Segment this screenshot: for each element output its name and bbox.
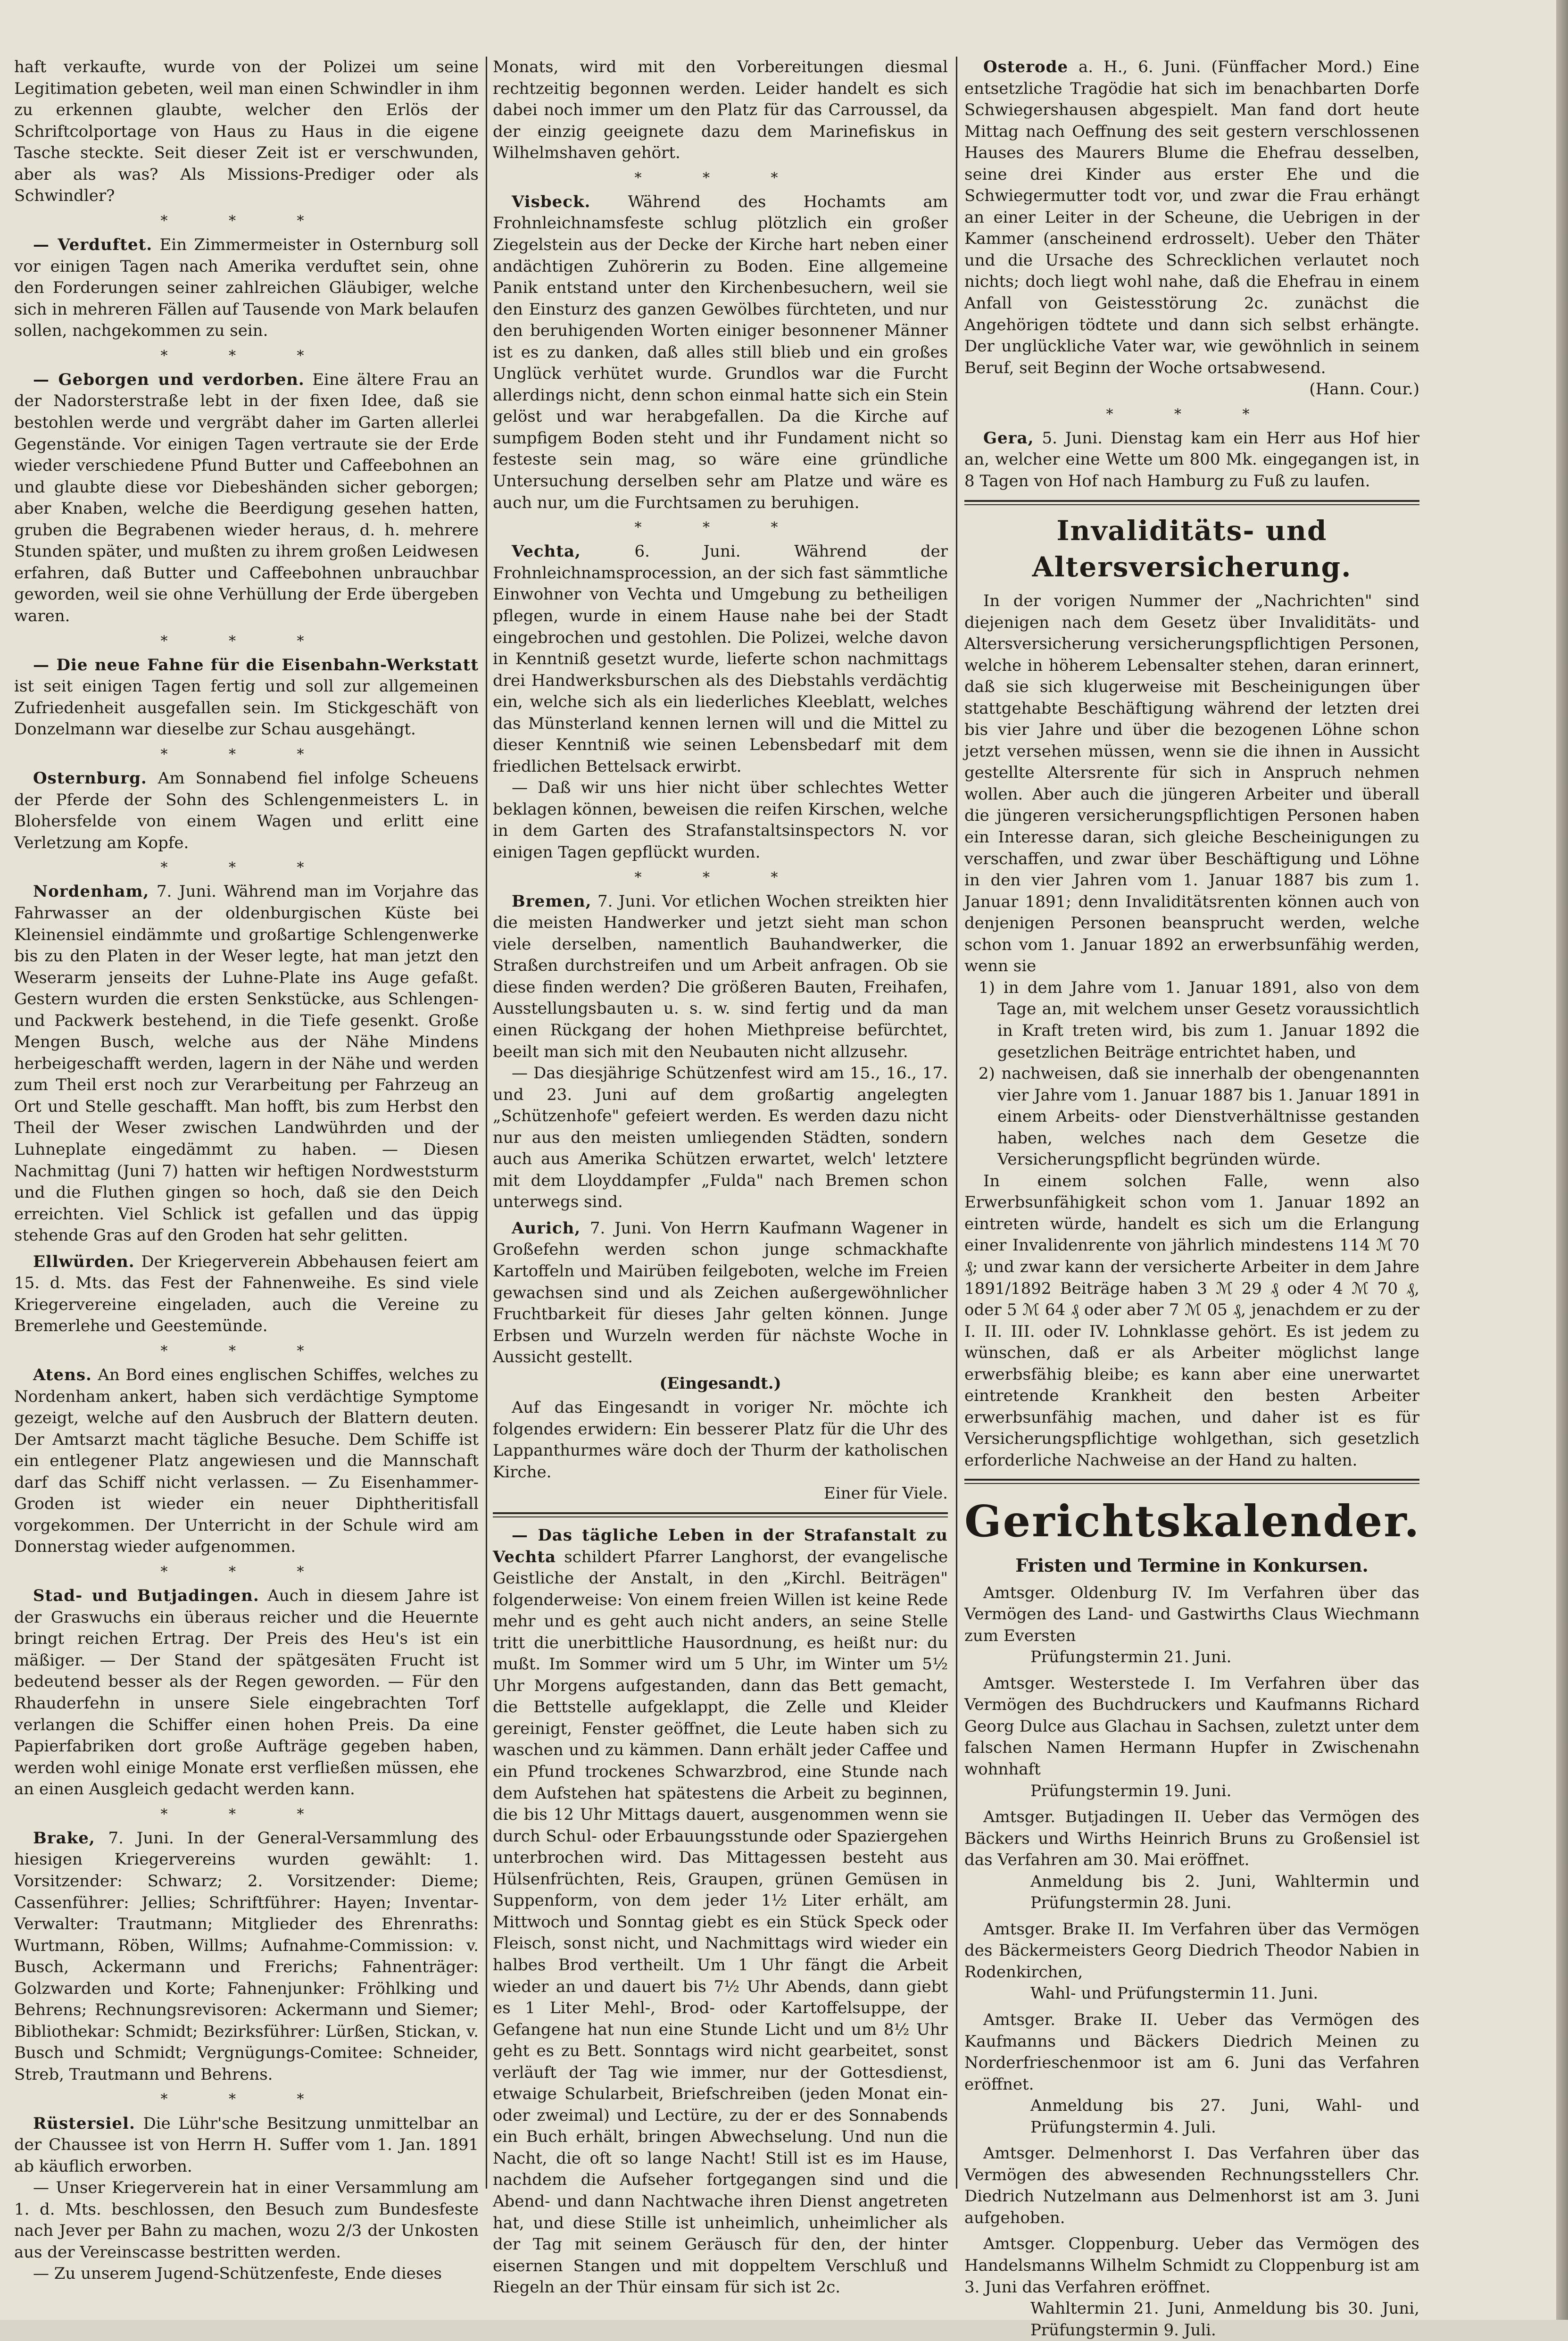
entry-text: Amtsger. Brake II. Im Verfahren über das Vermögen des Bäckermeisters Georg Diedrich Theodor Nabien in Rodenkirchen, [964, 1919, 1419, 1982]
article-heading: Aurich, [512, 1218, 581, 1238]
article-text: — Unser Kriegerverein hat in einer Versammlung am 1. d. Mts. beschlossen, den Besuch zum Bundesfeste nach Jever per Bahn zu machen, wozu 2/3 der Unkosten aus der Vereinscasse bestritten werden. [14, 2178, 479, 2262]
calendar-entry [964, 2143, 1419, 2229]
article-osterode [964, 57, 1419, 400]
article-heading: Gera, [983, 428, 1034, 448]
article-vechta [493, 541, 948, 863]
article-text: ist seit einigen Tagen fertig und soll zur allgemeinen Zufriedenheit ausgefallen sein. Im Stickgeschäft von Donzelmann war dieselbe zur Schau ausgehängt. [14, 677, 479, 739]
article-heading: — Geborgen und verdorben. [33, 370, 305, 389]
article-gera [964, 428, 1419, 492]
separator-stars: * * * [634, 169, 806, 186]
article-fahne [14, 655, 479, 741]
article-text: Auch in diesem Jahre ist der Graswuchs ein überaus reicher und die Heuernte bringt reichen Ertrag. Der Preis des Heu's ist ein mäßiger. — Der Stand der spätgesäten Frucht ist bedeutend besser als der Regen geworden. — Für den Rhauderfehn in unsere Siele eingebrachten Torf verlangen die Schiffer einen hohen Preis. Da eine Papierfabriken dort große Aufträge gegeben haben, werden wohl einige Monate erst verfließen müssen, ehe an einen Ausgleich gedacht werden kann. [14, 1586, 479, 1799]
article-text: An Bord eines englischen Schiffes, welches zu Nordenham ankert, haben sich verdächtige Symptome gezeigt, welche auf den Ausbruch der Blattern deuten. Der Amtsarzt macht tägliche Besuche. Dem Schiffe ist ein entlegener Platz angewiesen und die Mannschaft darf das Schiff nicht verlassen. — Zu Eisenhammer-Groden ist wieder ein neuer Diphtheritisfall vorgekommen. Der Unterricht in der Schule wird am Donnerstag wieder aufgenommen. [14, 1366, 479, 1557]
entry-date: Anmeldung bis 2. Juni, Wahltermin und Prüfungstermin 28. Juni. [1030, 1872, 1419, 1913]
page-edge [1556, 0, 1568, 2320]
column-3 [964, 57, 1421, 2340]
article-heading: — Das tägliche Leben in der Strafanstalt zu Vechta [493, 1526, 948, 1566]
article-text: Auf das Eingesandt in voriger Nr. möchte ich folgendes erwidern: Ein besserer Platz für die Uhr des Lappanthurmes wäre doch der Thurm der katholischen Kirche. [493, 1398, 948, 1482]
separator-stars: * * * [160, 633, 332, 650]
article-heading: Ellwürden. [33, 1252, 135, 1271]
entry-date: Anmeldung bis 27. Juni, Wahl- und Prüfungstermin 4. Juli. [1030, 2096, 1419, 2137]
entry-date: Wahl- und Prüfungstermin 11. Juni. [1030, 1984, 1319, 2003]
section-title: Invaliditäts- und Altersversicherung. [1032, 514, 1352, 583]
article-text: — Daß wir uns hier nicht über schlechtes Wetter beklagen können, beweisen die reifen Kirschen, welche in dem Garten des Strafanstaltsinspectors N. vor einigen Tagen gepflückt wurden. [493, 778, 948, 862]
calendar-subtitle: Fristen und Termine in Konkursen. [1015, 1554, 1369, 1576]
article-tag: (Fünffacher Mord.) [1211, 58, 1373, 76]
list-item: 1) in dem Jahre vom 1. Januar 1891, also von dem Tage an, mit welchem unser Gesetz voraussichtlich in Kraft treten wird, bis zum 1. Januar 1892 die gesetzlichen Beiträge entrichtet haben, und [979, 978, 1419, 1062]
divider [964, 1479, 1419, 1484]
article-text: Eine ältere Frau an der Nadorsterstraße lebt in der fixen Idee, daß sie bestohlen werde und vergräbt daher im Garten allerlei Gegenstände. Vor einigen Tagen vertraute sie der Erde wieder verschiedene Pfund Butter und Caffeebohnen an und glaubte diese vor Diebeshänden sicher geborgen; aber Knaben, welche die Beerdigung gesehen hatten, gruben die Begrabenen wieder heraus, d. h. mehrere Stunden später, und mußten zu ihrem großen Leidwesen erfahren, daß Butter und Caffeebohnen unbrauchbar geworden, weil sie ohne Verhüllung der Erde übergeben waren. [14, 370, 479, 625]
article-heading: (Eingesandt.) [659, 1374, 781, 1393]
article-text: Ein Zimmermeister in Osternburg soll vor einigen Tagen nach Amerika verduftet sein, ohne den Forderungen seiner zahlreichen Gläubiger, welche sich in mehreren Fällen auf Tausende von Mark belaufen sollen, nachgekommen zu sein. [14, 235, 479, 341]
calendar-entry [964, 1919, 1419, 2005]
article-text: — Das diesjährige Schützenfest wird am 15., 16., 17. und 23. Juni auf dem großartig angelegten „Schützenhofe" gefeiert werden. Es werden dazu nicht nur aus den meisten umliegenden Städten, sondern auch aus Amerika Schützen erwartet, welch' letztere mit dem Lloyddampfer „Fulda" nach Bremen schon unterwegs sind. [493, 1064, 948, 1212]
article [14, 57, 479, 207]
article-date: 6. Juni. [634, 542, 741, 561]
article-heading: Rüstersiel. [33, 2114, 135, 2133]
separator-stars: * * * [634, 869, 806, 886]
article-text: schildert Pfarrer Langhorst, der evangelische Geistliche der Anstalt, in den „Kirchl. Beiträgen" folgenderweise: Von einem freien Willen ist keine Rede mehr und es geht auch nicht anders, an seine Stelle tritt die unerbittliche Hausordnung, es heißt nur: du mußt. Im Sommer wird um 5 Uhr, im Winter um 5½ Uhr Morgens aufgestanden, dann das Bett gemacht, die Bettstelle aufgeklappt, die Zelle und Kleider gereinigt, Fenster geöffnet, die Leute haben sich zu waschen und zu kämmen. Dann erhält jeder Caffee und ein Pfund trockenes Schwarzbrod, eine Stunde nach dem Aufstehen hat spätestens die Arbeit zu beginnen, die bis 12 Uhr Mittags dauert, ausgenommen wenn sie durch Schul- oder Erbauungsstunde oder Spaziergehen unterbrochen wird. Das Mittagessen besteht aus Hülsenfrüchten, Reis, Graupen, grünen Gemüsen in Suppenform, von dem jeder 1½ Liter erhält, am Mittwoch und Sonntag giebt es ein Stück Speck oder Fleisch, sonst nicht, und Nachmittags wird wieder ein halbes Brod vertheilt. Um 1 Uhr fängt die Arbeit wieder an und dauert bis 7½ Uhr Abends, dann giebt es 1 Liter Mehl-, Brod- oder Kartoffelsuppe, der Gefangene hat nun eine Stunde Licht und um 8½ Uhr geht es zu Bett. Sonntags wird nicht gearbeitet, sonst verläuft der Tag wie immer, nur der Gottesdienst, etwaige Schularbeit, Briefschreiben (jeden Monat ein- oder zweimal) und Lectüre, zu der er des Sonnabends ein Buch erhält, bringen Abwechselung. Und nun die Nacht, die oft so lange Nacht! Still ist es im Hause, nachdem die Aufseher fortgegangen sind und die Abend- und dann Nachtwache ihren Dienst angetreten hat, und diese Stille ist unheimlich, unheimlicher als der Tag mit seinem Geräusch für den, der hinter eisernen Stangen und mit doppeltem Verschluß und Riegeln an der Thür einsam für sich ist 2c. [493, 1547, 948, 2297]
article-text: Von Herrn Kaufmann Wagener in Großefehn werden schon junge schmackhafte Kartoffeln und Mairüben feilgeboten, welche im Freien gewachsen sind und als Zeichen außergewöhnlicher Fruchtbarkeit für dieses Jahr gelten können. Junge Erbsen und Wurzeln werden für nächste Woche in Aussicht gestellt. [493, 1218, 948, 1367]
article-heading: Vechta, [512, 542, 581, 561]
article-geborgen [14, 369, 479, 627]
separator-stars: * * * [160, 2091, 332, 2108]
article-versicherung [964, 591, 1419, 1471]
article-place: a. H., [1079, 58, 1128, 76]
article-date: 7. Juni. [108, 1828, 174, 1848]
article-date: 7. Juni. [156, 882, 216, 901]
article-text: Während man im Vorjahre das Fahrwasser an der oldenburgischen Küste bei Kleinensiel eindämmte und großartige Schlengenwerke bis zu den Platen in der Weser legte, hat man jetzt den Weserarm jenseits der Luhne-Plate ins Auge gefaßt. Gestern wurden die ersten Senkstücke, aus Schlengen- und Packwerk bestehend, in die Tiefe gesenkt. Große Mengen Busch, welche aus der Nähe Mindens herbeigeschafft werden, lagern in der Nähe und werden zum Theil erst noch zur Verarbeitung per Fahrzeug an Ort und Stelle geschafft. Man hofft, bis zum Herbst den Theil der Weser zwischen Landwührden und der Luhneplate eingedämmt zu haben. — Diesen Nachmittag (Juni 7) hatten wir heftigen Nordweststurm und die Fluthen gingen so hoch, daß sie den Deich erreichten. Viel Schlick ist gefallen und das üppig stehende Gras auf den Groden hat sehr gelitten. [14, 882, 479, 1245]
entry-text: Amtsger. Cloppenburg. Ueber das Vermögen des Handelsmanns Wilhelm Schmidt zu Cloppenburg ist am 3. Juni das Verfahren eröffnet. [964, 2234, 1419, 2297]
entry-date: Prüfungstermin 21. Juni. [1030, 1648, 1232, 1667]
condition-list [964, 977, 1419, 1171]
article-nordenham [14, 881, 479, 1246]
article-butjadingen [14, 1585, 479, 1800]
article-atens [14, 1365, 479, 1558]
article-heading: Brake, [33, 1828, 95, 1848]
calendar-entry [964, 1583, 1419, 1668]
article-heading: — Die neue Fahne für die Eisenbahn-Werkstatt [33, 655, 479, 675]
entry-date: Prüfungstermin 19. Juni. [1030, 1781, 1232, 1800]
article-text: Eine entsetzliche Tragödie hat sich im benachbarten Dorfe Schwiegershausen abgespielt. Man fand dort heute Mittag nach Oeffnung des seit gestern verschlossenen Hauses des Maurers Blume die Ehefrau desselben, seine drei Kinder aus erster Ehe und die Schwiegermutter todt vor, und zwar die Frau erhängt an einer Leiter in der Scheune, die Uebrigen in der Kammer (anscheinend erdrosselt). Ueber den Thäter und die Ursache des Schrecklichen verlautet noch nichts; doch liegt wohl nahe, daß die Ehefrau in einem Anfall von Geistesstörung 2c. zunächst die Angehörigen tödtete und dann sich selbst erhängte. Der unglückliche Vater war, wie gewöhnlich in seinem Beruf, seit Beginn der Woche ortsabwesend. [964, 58, 1420, 377]
article-text: In einem solchen Falle, wenn also Erwerbsunfähigkeit schon vom 1. Januar 1892 an eintreten würde, handelt es sich um die Erlangung einer Invalidenrente von jährlich mindestens 114 ℳ 70 ₰; und zwar kann der versicherte Arbeiter in dem Jahre 1891/1892 Beiträge haben 3 ℳ 29 ₰ oder 4 ℳ 70 ₰, oder 5 ℳ 64 ₰ oder aber 7 ℳ 05 ₰, jenachdem er zu der I. II. III. oder IV. Lohnklasse gehört. Es ist jedem zu wünschen, daß er als Arbeiter möglichst lange erwerbsfähig bleibe; es kann aber eine unerwartet eintretende Krankheit den besten Arbeiter erwerbsunfähig machen, und daher ist es für Versicherungspflichtige wohlgethan, sich gesetzlich erforderliche Nachweise an der Hand zu halten. [964, 1171, 1419, 1470]
separator-stars: * * * [160, 859, 332, 876]
article-date: 7. Juni. [589, 1218, 652, 1238]
article-date: 6. Juni. [1138, 58, 1201, 76]
article-text: Vor etlichen Wochen streikten hier die meisten Handwerker und jetzt sieht man schon viele derselben, namentlich Bauhandwerker, die Straßen durchstreifen und um Arbeit anfragen. Ob sie diese finden werden? Die größeren Bauten, Freihafen, Ausstellungsbauten u. s. w. sind fertig und da man einen Rückgang der hohen Miethpreise befürchtet, beeilt man sich mit den Neubauten nicht allzusehr. [493, 891, 948, 1061]
separator-stars: * * * [1106, 406, 1278, 423]
article-text: In der vorigen Nummer der „Nachrichten" sind diejenigen nach dem Gesetz über Invaliditäts- und Altersversicherung versicherungspflichtigen Personen, welche in höherem Lebensalter stehen, daran erinnert, daß sie sich klugerweise mit Bescheinigungen über stattgehabte Beschäftigung während der letzten drei bis vier Jahre und über die bezogenen Löhne schon jetzt versehen müssen, wenn sie die ihnen in Aussicht gestellte Altersrente für sich in Anspruch nehmen wollen. Aber auch die jüngeren Arbeiter und überall die jüngeren versicherungspflichtigen Personen haben ein Interesse daran, sich gleiche Bescheinigungen zu verschaffen, und zwar über Beschäftigung und Löhne in den vier Jahren vom 1. Januar 1887 bis zum 1. Januar 1891; denn Invaliditätsrenten können auch von denjenigen Personen beansprucht werden, welche schon vom 1. Januar 1892 an erwerbsunfähig werden, wenn sie [964, 591, 1419, 976]
article [493, 57, 948, 164]
article-verduftet [14, 234, 479, 342]
article-text: Während der Frohnleichnamsprocession, an der sich fast sämmtliche Einwohner von Vechta und Umgebung zu betheiligen pflegen, wurde in einem Hause nahe bei der Stadt eingebrochen und gestohlen. Die Polizei, welche davon in Kenntniß gesetzt wurde, lieferte schon nachmittags drei Handwerksburschen als des Diebstahls verdächtig ein, welche sich als ein liederliches Kleeblatt, welches das Münsterland kennen lernen will und die Mittel zu dieser Kenntniß wie seinen Lebensbedarf mit dem friedlichen Bettelsack erwirbt. [493, 542, 948, 776]
article-eingesandt [493, 1373, 948, 1505]
article-text: Die Lühr'sche Besitzung unmittelbar an der Chaussee ist von Herrn H. Suffer vom 1. Jan. 1891 ab käuflich erworben. [14, 2114, 479, 2176]
calendar-entry [964, 2009, 1419, 2138]
column-1 [14, 57, 479, 2292]
article-text: In der General-Versammlung des hiesigen Kriegervereins wurden gewählt: 1. Vorsitzender: Schwarz; 2. Vorsitzender: Dieme; Cassenführer: Jellies; Schriftführer: Hayen; Inventar-Verwalter: Trautmann; Mitglieder des Ehrenraths: Wurtmann, Röben, Willms; Aufnahme-Commission: v. Busch, Ackermann und Frerichs; Fahnenträger: Golzwarden und Korte; Fahnenjunker: Fröhlking und Behrens; Rechnungsrevisoren: Ackermann und Siemer; Bibliothekar: Schmidt; Bezirksführer: Lürßen, Stickan, v. Busch und Schmidt; Vergnügungs-Comitee: Schneider, Streb, Trautmann und Behrens. [14, 1828, 479, 2084]
article-heading: Atens. [33, 1366, 92, 1385]
article-date: 5. Juni. [1042, 428, 1103, 448]
article-text: Der Kriegerverein Abbehausen feiert am 15. d. Mts. das Fest der Fahnenweihe. Es sind viele Kriegervereine eingeladen, auch die Vereine zu Bremerlehe und Geestemünde. [14, 1252, 479, 1336]
article-visbeck [493, 192, 948, 514]
article-heading: Stad- und Butjadingen. [33, 1586, 259, 1606]
list-item: 2) nachweisen, daß sie innerhalb der obengenannten vier Jahre vom 1. Januar 1887 bis 1. Januar 1891 in einem Arbeits- oder Dienstverhältnisse gestanden haben, welches nach dem Gesetze die Versicherungspflicht begründen würde. [979, 1064, 1419, 1169]
article-heading: Visbeck. [512, 192, 591, 211]
column-rule [956, 57, 957, 2189]
article-strafanstalt [493, 1525, 948, 2299]
article-signature: Einer für Viele. [823, 1484, 948, 1503]
article-heading: Bremen, [512, 891, 592, 911]
entry-text: Amtsger. Delmenhorst I. Das Verfahren über das Vermögen des abwesenden Rechnungsstellers Chr. Diedrich Nutzelmann aus Delmenhorst ist am 3. Juni aufgehoben. [964, 2144, 1419, 2227]
calendar-entry [964, 2233, 1419, 2341]
article-source: (Hann. Cour.) [1309, 380, 1419, 399]
entry-text: Amtsger. Butjadingen II. Ueber das Vermögen des Bäckers und Wirths Heinrich Bruns zu Großensiel ist das Verfahren am 30. Mai eröffnet. [964, 1808, 1419, 1870]
article-text: Während des Hochamts am Frohnleichnamsfeste schlug plötzlich ein großer Ziegelstein aus der Decke der Kirche hart neben einer andächtigen Zuhörerin zu Boden. Eine allgemeine Panik entstand unter den Kirchenbesuchern, weil sie den Einsturz des ganzen Gewölbes fürchteten, und nur den beruhigenden Worten einiger besonnener Männer ist es zu danken, daß alles still blieb und ein großes Unglück verhütet wurde. Grundlos war die Furcht allerdings nicht, denn schon einmal hatte sich ein Stein gelöst und war herabgefallen. Da die Kirche auf sumpfigem Boden steht und ihr Fundament nicht so festeste sein mag, so wäre eine gründliche Untersuchung derselben sehr am Platze und wäre es auch nur, um die Furchtsamen zu beruhigen. [493, 192, 948, 512]
article-text: Dienstag kam ein Herr aus Hof hier an, welcher eine Wette um 800 Mk. eingegangen ist, in 8 Tagen von Hof nach Hamburg zu Fuß zu laufen. [964, 428, 1419, 491]
article-text: Am Sonnabend fiel infolge Scheuens der Pferde der Sohn des Schlengenmeisters L. in Blohersfelde von einem Wagen und erlitt eine Verletzung am Kopfe. [14, 769, 479, 852]
divider [493, 1512, 948, 1517]
entry-date: Wahltermin 21. Juni, Anmeldung bis 30. Juni, Prüfungstermin 9. Juli. [1030, 2299, 1419, 2340]
article-ruestersiel [14, 2113, 479, 2285]
separator-stars: * * * [160, 347, 332, 364]
column-2 [493, 57, 948, 2297]
separator-stars: * * * [160, 746, 332, 763]
calendar-title: Gerichtskalender. [964, 1496, 1421, 1547]
column-rule [486, 57, 487, 2189]
article-ellwuerden [14, 1251, 479, 1337]
article-osternburg [14, 768, 479, 854]
article-date: 7. Juni. [597, 891, 656, 911]
separator-stars: * * * [160, 212, 332, 229]
article-heading: — Verduftet. [33, 235, 153, 255]
separator-stars: * * * [634, 519, 806, 536]
article-heading: Osternburg. [33, 769, 147, 788]
divider [964, 500, 1419, 505]
entry-text: Amtsger. Westerstede I. Im Verfahren über das Vermögen des Buchdruckers und Kaufmanns Richard Georg Dulce aus Glachau in Sachsen, zuletzt unter dem falschen Namen Hermann Hupfer in Zwischenahn wohnhaft [964, 1674, 1419, 1779]
article-aurich [493, 1218, 948, 1368]
article-heading: Nordenham, [33, 882, 149, 901]
article-bremen [493, 891, 948, 1213]
article-brake [14, 1828, 479, 2086]
article-text: — Zu unserem Jugend-Schützenfeste, Ende dieses [33, 2264, 442, 2283]
article-text: haft verkaufte, wurde von der Polizei um seine Legitimation gebeten, weil man einen Schwindler in ihm zu erkennen glaubte, welcher den Erlös der Schriftcolportage von Haus zu Haus in die eigene Tasche steckte. Seit dieser Zeit ist er verschwunden, aber als was? Als Missions-Prediger oder als Schwindler? [14, 58, 479, 206]
entry-text: Amtsger. Brake II. Ueber das Vermögen des Kaufmanns und Bäckers Diedrich Meinen zu Norderfrieschenmoor ist am 6. Juni das Verfahren eröffnet. [964, 2010, 1419, 2094]
entry-text: Amtsger. Oldenburg IV. Im Verfahren über das Vermögen des Land- und Gastwirths Claus Wiechmann zum Eversten [964, 1583, 1419, 1645]
calendar-entry [964, 1673, 1419, 1802]
calendar-entry [964, 1807, 1419, 1914]
article-text: Monats, wird mit den Vorbereitungen diesmal rechtzeitig begonnen werden. Leider handelt es sich dabei noch immer um den Platz für das Carroussel, da der einzig geeignete dazu dem Marinefiskus in Wilhelmshaven gehört. [493, 58, 948, 163]
article-heading: Osterode [983, 58, 1069, 76]
separator-stars: * * * [160, 1806, 332, 1823]
separator-stars: * * * [160, 1342, 332, 1359]
separator-stars: * * * [160, 1564, 332, 1581]
